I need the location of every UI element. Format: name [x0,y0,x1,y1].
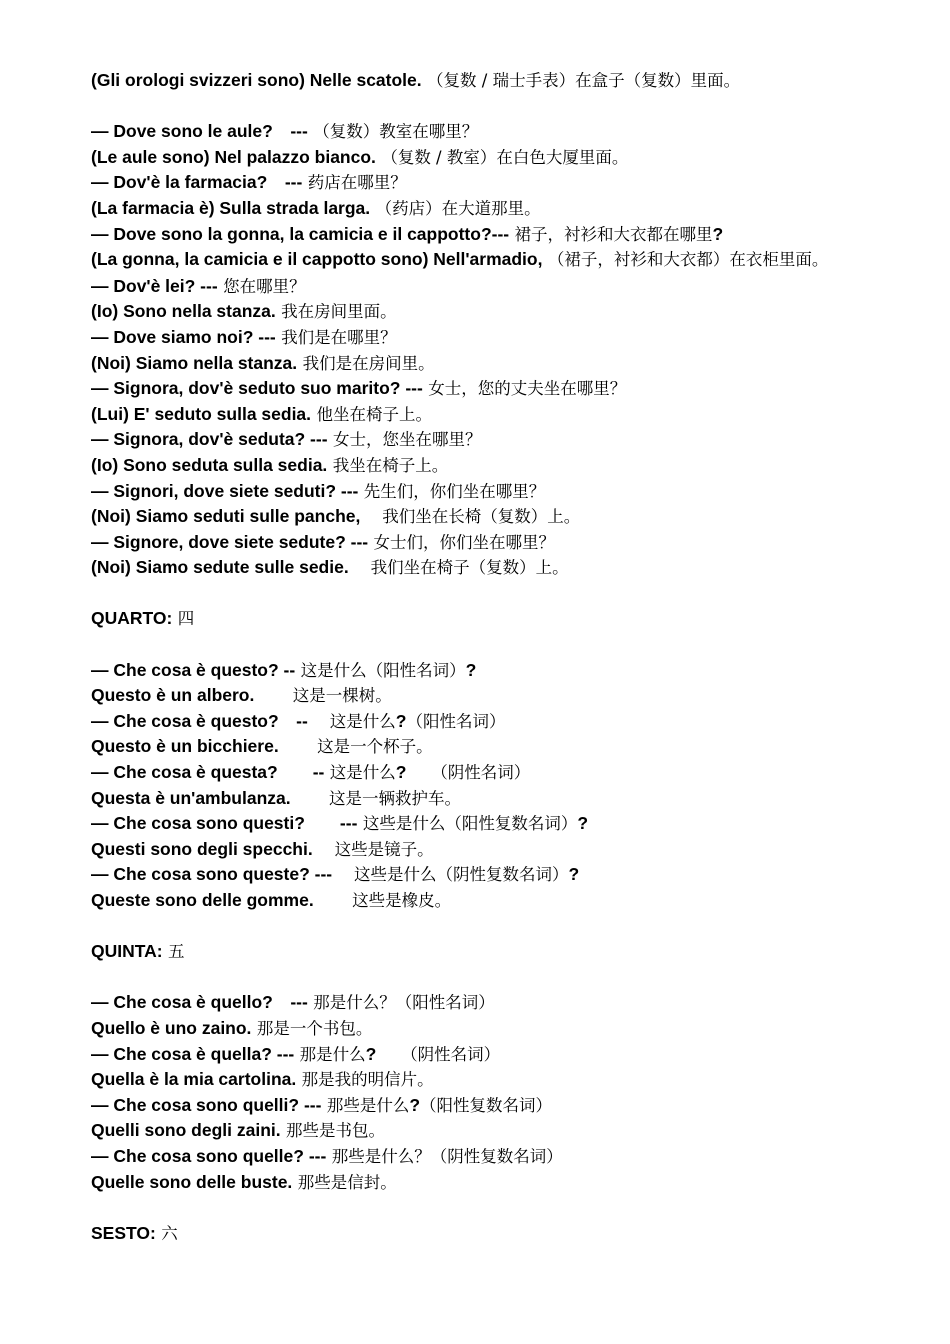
chinese-text: 那是什么？（阳性名词） [313,993,495,1013]
text-line [91,274,890,300]
chinese-text: 先生们，你们坐在哪里？ [363,481,546,501]
italian-text: Questo è un albero. [91,685,255,706]
text-line [91,734,890,760]
chinese-text: 我坐在椅子上。 [332,455,449,475]
text-line [91,1144,890,1170]
italian-text: — Signora, dov'è seduto suo marito? --- [91,378,423,399]
chinese-text: 药店在哪里？ [307,173,407,193]
italian-text: ? [409,1094,421,1115]
blank-line [91,581,890,607]
italian-text: ? [395,762,407,783]
italian-text: (Noi) Siamo nella stanza. [91,352,298,373]
chinese-text: （复数 / 教室）在白色大厦里面。 [381,147,629,167]
italian-text: — Signori, dove siete seduti? --- [91,480,359,501]
italian-text: — Che cosa è questo? -- [91,659,296,680]
chinese-text: （复数 / 瑞士手表）在盒子（复数）里面。 [427,71,741,90]
text-line [91,196,890,222]
text-line [91,1067,890,1093]
italian-text: ? [465,659,477,680]
italian-text: (La gonna, la camicia e il cappotto sono) Nell'armadio, [91,249,543,270]
italian-text: ? [395,710,407,731]
text-line [91,939,890,965]
italian-text: — Che cosa è questo? -- [91,710,308,731]
italian-text: Quello è uno zaino. [91,1017,252,1038]
italian-text: (Le aule sono) Nel palazzo bianco. [91,146,376,167]
text-line [91,325,890,351]
chinese-text: 那是我的明信片。 [301,1070,434,1090]
chinese-text: 我们是在房间里。 [302,353,435,373]
chinese-text: 这是一棵树。 [259,686,392,706]
chinese-text: （裙子，衬衫和大衣都）在衣柜里面。 [547,250,829,270]
italian-text: QUINTA: [91,941,163,962]
blank-line [91,1195,890,1221]
italian-text: — Che cosa sono queste? --- [91,864,333,885]
text-line [91,786,890,812]
italian-text: — Che cosa è quello? --- [91,992,308,1013]
chinese-text: 他坐在椅子上。 [316,404,432,424]
chinese-text: 裙子，衬衫和大衣都在哪里 [514,224,713,244]
text-line [91,1016,890,1042]
text-line [91,247,890,274]
chinese-text: 女士，您坐在哪里？ [332,430,482,450]
italian-text: (Lui) E' seduto sulla sedia. [91,403,312,424]
chinese-text: 女士们，你们坐在哪里？ [373,532,556,552]
text-line [91,170,890,196]
italian-text: — Dove siamo noi? --- [91,326,276,347]
italian-text: ? [365,1043,377,1064]
italian-text: Quelli sono degli zaini. [91,1120,281,1141]
italian-text: — Che cosa sono quelli? --- [91,1094,322,1115]
italian-text: — Signora, dov'è seduta? --- [91,429,328,450]
chinese-text: 我们坐在长椅（复数）上。 [365,507,581,527]
blank-line [91,914,890,940]
text-line [91,427,890,453]
italian-text: — Dove sono la gonna, la camicia e il cappotto?--- [91,223,510,244]
text-line [91,145,890,171]
text-line [91,888,890,914]
italian-text: — Che cosa sono questi? --- [91,813,358,834]
chinese-text: 这些是橡皮。 [319,891,452,910]
text-line [91,119,890,145]
italian-text: — Signore, dove siete sedute? --- [91,531,369,552]
chinese-text: 我在房间里面。 [281,302,397,322]
chinese-text: 这是一辆救护车。 [296,788,462,808]
text-line [91,1170,890,1196]
chinese-text: 这是什么 [313,711,396,731]
text-line [91,1221,890,1247]
chinese-text: 这是什么 [329,763,396,783]
text-line [91,709,890,735]
italian-text: (Io) Sono nella stanza. [91,301,276,322]
italian-text: (Gli orologi svizzeri sono) Nelle scatole. [91,70,422,90]
chinese-text: 那些是什么？（阴性复数名词） [331,1146,563,1166]
text-line [91,1118,890,1144]
chinese-text: 那些是信封。 [297,1172,397,1192]
italian-text: — Dov'è la farmacia? --- [91,172,303,193]
chinese-text: 那是什么 [299,1044,366,1064]
text-line [91,504,890,530]
italian-text: — Che cosa è questa? -- [91,762,325,783]
chinese-text: （阳性复数名词） [420,1095,553,1115]
chinese-text: （阴性名词） [376,1044,501,1064]
chinese-text: 五 [168,942,185,962]
italian-text: Questo è un bicchiere. [91,736,279,757]
text-line [91,862,890,888]
chinese-text: （阳性名词） [406,711,506,731]
italian-text: SESTO: [91,1222,156,1243]
blank-line [91,94,890,120]
italian-text: (Noi) Siamo seduti sulle panche, [91,506,361,527]
italian-text: — Dove sono le aule? --- [91,121,308,142]
italian-text: QUARTO: [91,608,173,629]
italian-text: Questi sono degli specchi. [91,838,313,859]
text-line [91,530,890,556]
italian-text: ? [577,813,589,834]
italian-text: ? [568,864,580,885]
chinese-text: （阴性名词） [406,763,531,783]
text-line [91,683,890,709]
italian-text: Queste sono delle gomme. [91,890,314,910]
chinese-text: 四 [177,609,195,629]
blank-line [91,965,890,991]
text-line [91,68,890,94]
chinese-text: 您在哪里？ [223,276,306,296]
text-line [91,402,890,428]
text-line [91,990,890,1016]
text-line [91,453,890,479]
italian-text: ? [712,223,724,244]
italian-text: Questa è un'ambulanza. [91,787,291,808]
text-line [91,299,890,325]
chinese-text: 那是一个书包。 [256,1018,373,1038]
chinese-text: 女士，您的丈夫坐在哪里？ [428,379,627,399]
italian-text: Quella è la mia cartolina. [91,1069,297,1090]
italian-text: — Che cosa sono quelle? --- [91,1145,327,1166]
chinese-text: 这些是什么（阴性复数名词） [337,865,569,885]
text-line [91,606,890,632]
text-line [91,658,890,684]
italian-text: (Noi) Siamo sedute sulle sedie. [91,557,349,578]
chinese-text: 那些是什么 [326,1095,410,1115]
italian-text: (Io) Sono seduta sulla sedia. [91,454,328,475]
italian-text: — Dov'è lei? --- [91,275,218,296]
chinese-text: （药店）在大道那里。 [375,198,541,218]
italian-text: Quelle sono delle buste. [91,1171,293,1192]
chinese-text: 我们是在哪里？ [281,327,397,347]
text-line [91,811,890,837]
chinese-text: 这些是镜子。 [318,839,434,859]
chinese-text: 那些是书包。 [286,1121,386,1141]
text-line [91,1042,890,1068]
chinese-text: 六 [161,1223,178,1243]
text-line [91,760,890,786]
text-line [91,222,890,248]
chinese-text: 我们坐在椅子（复数）上。 [354,558,569,578]
text-line [91,837,890,863]
chinese-text: （复数）教室在哪里？ [313,122,479,142]
text-line [91,555,890,581]
text-line [91,1093,890,1119]
italian-text: (La farmacia è) Sulla strada larga. [91,197,371,218]
blank-line [91,632,890,658]
text-line [91,376,890,402]
text-line [91,351,890,377]
italian-text: — Che cosa è quella? --- [91,1043,295,1064]
chinese-text: 这是什么（阳性名词） [300,660,466,680]
text-line [91,479,890,505]
chinese-text: 这些是什么（阳性复数名词） [362,814,578,834]
chinese-text: 这是一个杯子。 [284,737,433,757]
